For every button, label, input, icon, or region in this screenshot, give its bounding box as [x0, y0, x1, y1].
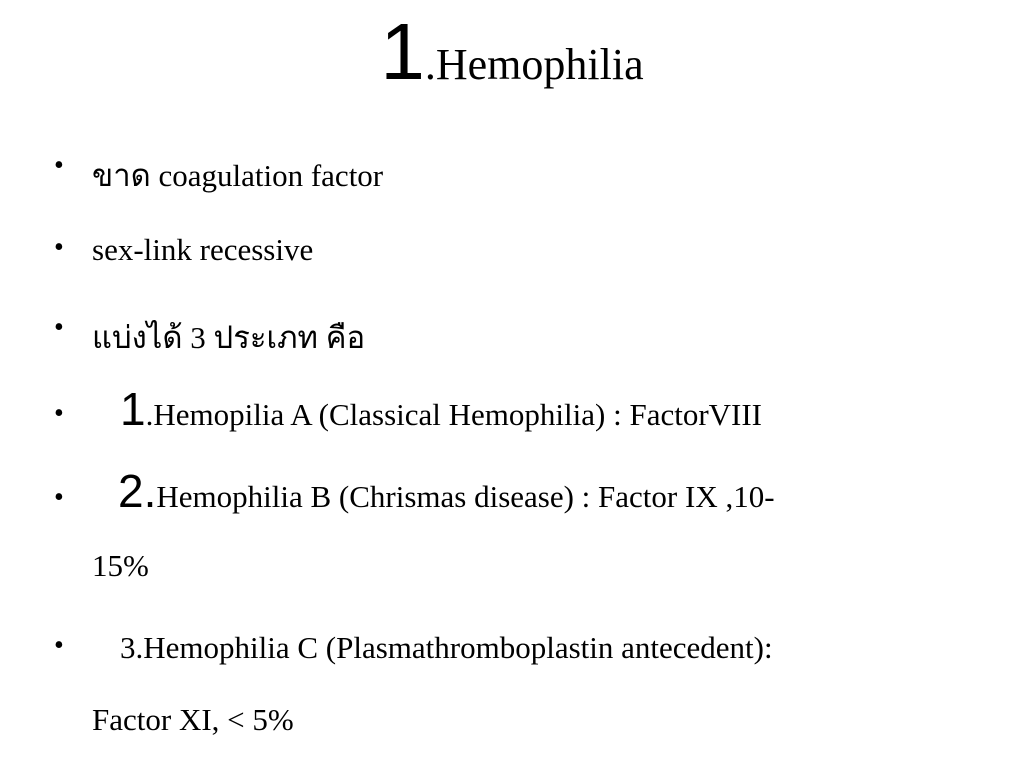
bullet-text: ขาด coagulation factor [92, 158, 384, 193]
bullet-text: 3.Hemophilia C (Plasmathromboplastin antecedent): [120, 630, 773, 665]
bullet-item-inheritance [54, 232, 972, 268]
bullet-glyph: • [54, 150, 64, 181]
bullet-item-hemophilia-b [54, 465, 972, 517]
bullet-glyph: • [54, 482, 64, 513]
bullet-item-hemophilia-c [54, 630, 972, 666]
bullet-continuation: Factor XI, < 5% [92, 702, 294, 737]
item-number: 1 [120, 383, 146, 435]
title-text: .Hemophilia [424, 40, 644, 89]
bullet-glyph: • [54, 630, 64, 661]
bullet-glyph: • [54, 398, 64, 429]
bullet-text: .Hemopilia A (Classical Hemophilia) : FactorVIII [145, 397, 763, 432]
bullet-glyph: • [54, 232, 64, 263]
bullet-text: sex-link recessive [92, 232, 314, 267]
item-number: 2. [118, 465, 157, 517]
bullet-continuation: 15% [92, 548, 149, 583]
bullet-item-hemophilia-a [54, 383, 972, 435]
title-number: 1 [380, 7, 425, 96]
bullet-item-types-intro [54, 312, 972, 362]
bullet-text: Hemophilia B (Chrismas disease) : Factor IX ,10- [156, 479, 775, 514]
bullet-glyph: • [54, 312, 64, 343]
bullet-item-lack-factor [54, 150, 972, 200]
bullet-text: แบ่งได้ 3 ประเภท คือ [92, 320, 366, 355]
